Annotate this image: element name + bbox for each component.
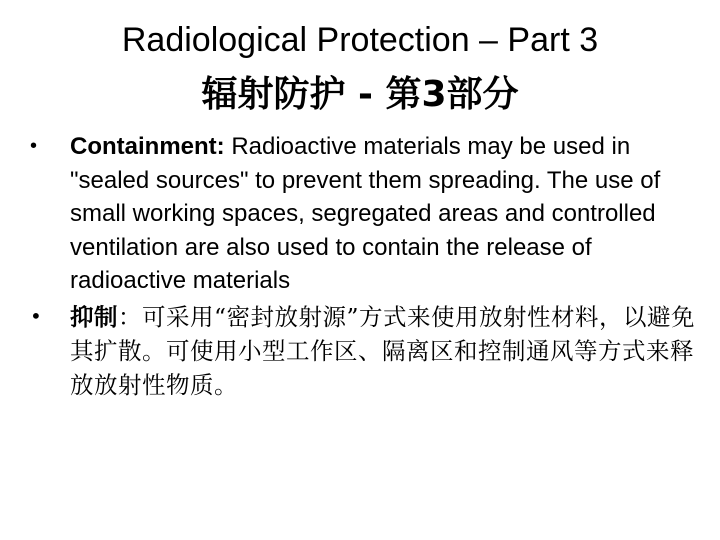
bullet-body-text: ：可采用“密封放射源”方式来使用放射性材料，以避免其扩散。可使用小型工作区、隔离区和控制通风等方式来释放放射性物质。 bbox=[70, 302, 696, 399]
slide-title-english: Radiological Protection – Part 3 bbox=[121, 21, 599, 59]
bullet-item-containment-chinese bbox=[30, 300, 700, 402]
bullet-dot-icon: • bbox=[30, 135, 38, 157]
bullet-list bbox=[30, 130, 700, 402]
bullet-lead-term: 抑制 bbox=[70, 302, 118, 331]
bullet-body-text: Radioactive materials may be used in "sealed sources" to prevent them spreading. The use of small working spaces, segregated areas and controlled ventilation are also used to contain the release of radioactive materials bbox=[70, 133, 661, 294]
slide-title-chinese: 辐射防护 - 第3部分 bbox=[201, 74, 519, 115]
bullet-lead-term: Containment: bbox=[70, 133, 225, 160]
bullet-dot-icon: • bbox=[30, 303, 43, 328]
bullet-item-containment-english bbox=[30, 130, 700, 298]
